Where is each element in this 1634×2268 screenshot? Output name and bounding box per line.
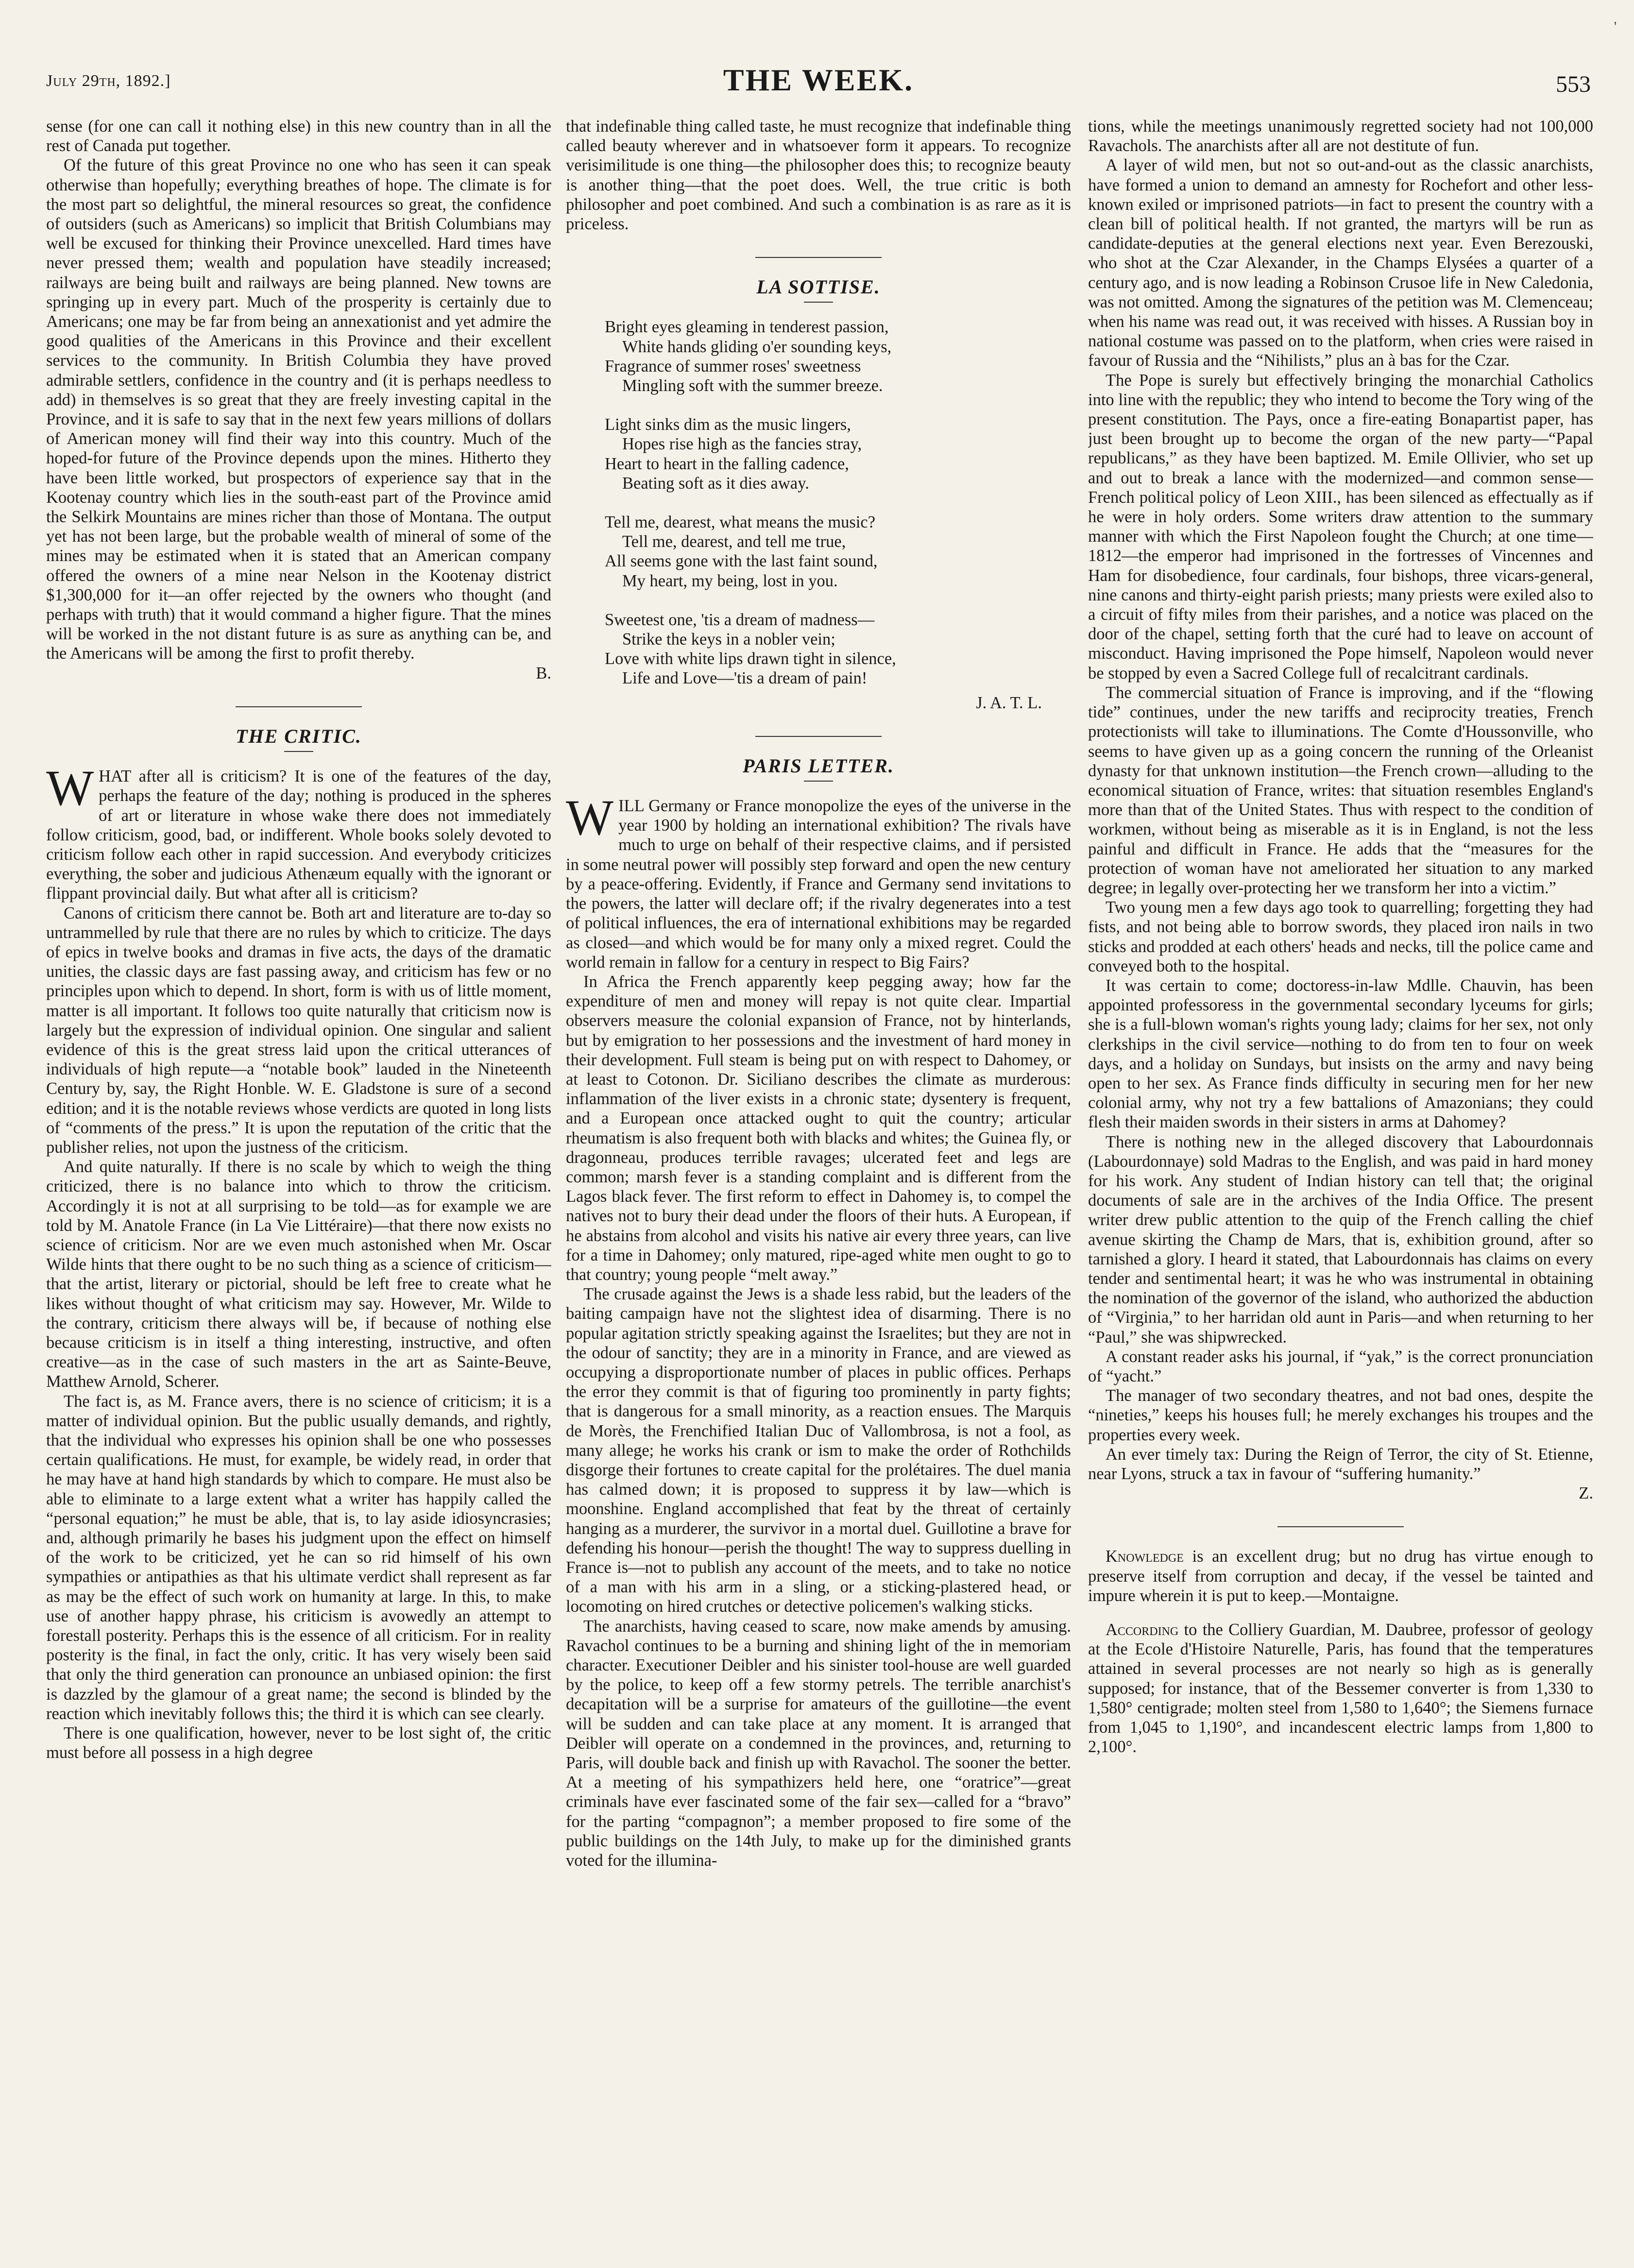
page-header [46,62,1591,106]
section-title-paris-letter: PARIS LETTER. [743,754,894,777]
drop-cap: W [46,760,94,817]
article-signature: Z. [1579,1484,1593,1503]
article-paragraph: There is nothing new in the alleged discovery that Labourdonnais (Labourdonnaye) sold Madras to the English, and was paid in hard money for his work. Any student of Indian history can tell that; the original documents of sale are in the archives of the India Office. The present writer drew public attention to the quip of the French calling the chief avenue skirting the Champ de Mars, that is, exhibition ground, after so tarnished a glory. I heard it stated, that Labourdonnais has claims on every tender and sentimental heart; it was he who was instrumental in obtaining the nomination of the governor of the island, who authorized the abduction of “Virginia,” to her harridan old aunt in Paris—and when returning to her “Paul,” she was shipwrecked. [1088,1132,1593,1347]
article-paragraph: The fact is, as M. France avers, there is no science of criticism; it is a matter of individual opinion. But the public usually demands, and rightly, that the individual who expresses his opinion shall be one who possesses certain qualifications. He must, for example, be widely read, in order that he may have at hand high standards by which to compare. He must also be able to eliminate to a large extent what a writer has happily called the “personal equation;” he must be able, that is, to lay aside idiosyncrasies; and, although primarily he bases his judgment upon the effect on himself of the work to be criticized, yet he can so rid himself of his own sympathies or antipathies as that his ultimate verdict shall represent as far as may be the effect of such work on humanity at large. In this, to make use of another happy phrase, his criticism is avowedly an attempt to forestall posterity. Perhaps this is the essence of all criticism. For in reality posterity is the final, in fact the only, critic. It has very wisely been said that only the third generation can pronounce an unbiased opinion: the first is dazzled by the glamour of a great name; the second is blinded by the reaction which inevitably follows this; the third it is which can see clearly. [46,1392,551,1723]
article-paragraph: And quite naturally. If there is no scale by which to weigh the thing criticized, there is no balance into which to throw the criticism. Accordingly it is not at all surprising to be told—as for example we are told by M. Anatole France (in La Vie Littéraire)—that there now exists no science of criticism. Nor are we even much astonished when Mr. Oscar Wilde hints that there ought to be no such thing as a science of criticism—that the artist, literary or pictorial, should be left free to create what he likes without thought of what criticism may say. However, Mr. Wilde to the contrary, criticism there always will be, if because of nothing else because criticism is in itself a thing interesting, instructive, and often creative—as in the case of such masters in the art as Sainte-Beuve, Matthew Arnold, Scherer. [46,1158,551,1391]
article-paragraph: Of the future of this great Province no one who has seen it can speak otherwise than hopefully; everything breathes of hope. The climate is for the most part so delightful, the mineral resources so great, the confidence of outsiders (such as Americans) so implicit that British Columbians may well be excused for thinking their Province unexcelled. Hard times have never pressed them; wealth and population have steadily increased; railways are being built and railways are being planned. New towns are springing up in every part. Much of the prosperity is certainly due to Americans; one may be far from being an annexationist and yet admire the good qualities of the Americans in this Province and their excellent services to the community. In British Columbia they have proved admirable settlers, confidence in the country and (it is perhaps needless to add) in themselves is so great that they are freely investing capital in the Province, and it is safe to say that in the next few years millions of dollars of American money will find their way into this country. Much of the hoped-for future of the Province depends upon the mines. Hitherto they have been little worked, but prospectors of experience say that in the Kootenay country which lies in the south-east part of the Province amid the Selkirk Mountains are mines richer than those of Montana. The output yet has not been large, but the probable wealth of mineral of some of the mines may be estimated when it is stated that an American company offered the owners of a mine near Nelson in the Kootenay district $1,300,000 for it—an offer rejected by the owners who thought (and perhaps with truth) that it would command a higher figure. That the mines will be worked in the not distant future is as sure as anything can be, and the Americans will be among the first to profit thereby. [46,156,551,663]
quotation-lead: Knowledge [1106,1547,1184,1566]
article-paragraph: The manager of two secondary theatres, and not bad ones, despite the “nineties,” keeps his houses full; he merely exchanges his troupes and the properties every week. [1088,1386,1593,1444]
poem-line: Sweetest one, 'tis a dream of madness— [605,610,875,629]
poem-signature: J. A. T. L. [976,693,1042,712]
drop-cap: W [566,790,614,846]
column-1 [46,117,551,2244]
poem-line: Tell me, dearest, and tell me true, [622,532,846,551]
poem-stanza [605,512,1071,591]
column-2 [566,117,1071,2244]
column-3 [1088,117,1593,2244]
poem-stanza [605,317,1071,395]
article-paragraph: A layer of wild men, but not so out-and-out as the classic anarchists, have formed a union to demand an amnesty for Rochefort and other less-known exiled or imprisoned patriots—in fact to present the country with a clean bill of political health. If not granted, the martyrs will be run as candidate-deputies at the general elections next year. Even Berezouski, who shot at the Czar Alexander, in the Champs Elysées a quarter of a century ago, and is now leading a Robinson Crusoe life in New Caledonia, was not omitted. Among the signatures of the petition was M. Clemenceau; when his name was read out, it was received with hisses. A Russian boy in national costume was passed on to the platform, when cries were raised in favour of Russia and the “Nihilists,” plus an à bas for the Czar. [1088,156,1593,370]
poem-title: LA SOTTISE. [756,276,881,298]
article-signature: B. [536,664,551,682]
article-paragraph: An ever timely tax: During the Reign of Terror, the city of St. Etienne, near Lyons, struck a tax in favour of “suffering humanity.” [1088,1445,1593,1484]
article-lead-paragraph [566,790,1071,972]
poem-stanza [605,415,1071,493]
article-paragraph: The commercial situation of France is improving, and if the “flowing tide” continues, under the new tariffs and reciprocity treaties, French protectionists will take to illuminations. The Comte d'Houssonville, who seems to have given up as a going concern the running of the Orleanist dynasty for that unknown institution—the French crown—alluding to the economical situation of France, writes: that situation resembles England's more than that of the United States. Thus with respect to the condition of workmen, without being as miserable as it is in England, is not the less painful and difficult in France. He adds that the “measures for the protection of woman have not ameliorated her situation to any marked degree; in legally over-protecting her we transform her into a victim.” [1088,683,1593,897]
title-rule [804,781,833,782]
article-paragraph: A constant reader asks his journal, if “yak,” is the correct pronunciation of “yacht.” [1088,1347,1593,1385]
poem-line: Mingling soft with the summer breeze. [622,376,883,395]
section-title-critic: THE CRITIC. [236,725,362,747]
article-paragraph: that indefinable thing called taste, he must recognize that indefinable thing called beauty wherever and in whatsoever form it appears. To recognize verisimilitude is one thing—the philosopher does this; to recognize beauty is another thing—that the poet does. Well, the true critic is both philosopher and poet combined. And such a combination is as rare as it is priceless. [566,117,1071,234]
issue-date: July 29th, 1892.] [46,72,171,90]
article-paragraph: sense (for one can call it nothing else) in this new country than in all the rest of Canada put together. [46,117,551,155]
poem-line: My heart, my being, lost in you. [622,571,838,590]
section-divider [236,706,362,707]
note-lead: According [1106,1620,1179,1639]
article-paragraph: tions, while the meetings unanimously regretted society had not 100,000 Ravachols. The anarchists after all are not destitute of fun. [1088,117,1593,155]
poem-line: Bright eyes gleaming in tenderest passion, [605,318,889,337]
spacer [1088,1605,1593,1620]
quotation-text: is an excellent drug; but no drug has virtue enough to preserve itself from corruption and decay, if the vessel be tainted and impure wherein it is put to keep.—Montaigne. [1088,1547,1593,1605]
section-divider [755,257,882,258]
poem-line: Life and Love—'tis a dream of pain! [622,669,868,688]
section-divider [755,736,882,737]
article-paragraph: In Africa the French apparently keep pegging away; how far the expenditure of men and money will repay is not quite clear. Impartial observers measure the colonial expansion of France, not by hinterlands, but by emigration to her possessions and the investment of hard money in their development. Full steam is being put on with respect to Dahomey, or at least to Cotonon. Dr. Siciliano describes the climate as murderous: inflammation of the liver exists in a chronic state; dysentery is frequent, and a European once attacked ought to quit the country; articular rheumatism is also frequent both with blacks and whites; the Guinea fly, or dragonneau, produces terrible ravages; ulcerated feet and legs are common; marsh fever is a standing complaint and is different from the Lagos black fever. The first reform to effect in Dahomey is, to compel the natives not to bury their dead under the floors of their huts. A European, if he abstains from alcohol and visits his native air every three years, can live for a time in Dahomey; only matured, ripe-aged white men ought to go to that country; young people “melt away.” [566,972,1071,1284]
corner-mark: ' [1614,19,1617,34]
lead-text: ILL Germany or France monopolize the eyes of the universe in the year 1900 by holding an international exhibition? The rivals have much to urge on behalf of their respective claims, and if persisted in some neutral power will possibly step forward and open the new century by a peace-offering. Evidently, if France and Germany send invitations to the powers, the latter will declare off; if the rivalry degenerates into a test of political influences, the era of international exhibitions may be regarded as closed—and which would be for many only a mixed regret. Could the world remain in fallow for a century in respect to Big Fairs? [566,797,1071,972]
note-paragraph [1088,1620,1593,1756]
article-paragraph: There is one qualification, however, never to be lost sight of, the critic must before all possess in a high degree [46,1724,551,1762]
title-rule [284,751,313,752]
article-paragraph: The Pope is surely but effectively bringing the monarchial Catholics into line with the republic; they who intend to become the Tory wing of the present constitution. The Pays, once a fire-eating Bonapartist paper, has just been brought up to become the organ of the new party—“Papal republicans,” as they have been baptized. M. Emile Ollivier, who set up and out to break a lance with the modernized—and common sense—French political policy of Leon XIII., has been silenced as effectually as if he were in holy orders. Some writers draw attention to the summary manner with which the First Napoleon fought the Church; at one time—1812—the emperor had imprisoned in the fortresses of Vincennes and Ham for disobedience, four cardinals, four bishops, three vicars-general, nine canons and thirty-eight parish priests; many priests were exiled also to a circuit of fifty miles from their parishes, and a notice was placed on the door of the chapel, setting forth that the curé had to leave on account of misconduct. Having imprisoned the Pope himself, Napoleon would never be stopped by even a Sacred College full of recalcitrant cardinals. [1088,371,1593,682]
quotation-paragraph [1088,1547,1593,1605]
poem-line: Fragrance of summer roses' sweetness [605,357,861,375]
note-text: to the Colliery Guardian, M. Daubree, professor of geology at the Ecole d'Histoire Naturelle, Paris, has found that the temperatures attained in several processes are not nearly so high as is generally supposed; for instance, that of the Bessemer converter is from 1,330 to 1,580° centigrade; molten steel from 1,580 to 1,640°; the Siemens furnace from 1,045 to 1,190°, and incandescent electric lamps from 1,800 to 2,100°. [1088,1620,1593,1756]
article-lead-paragraph [46,760,551,903]
lead-text: HAT after all is criticism? It is one of the features of the day, perhaps the feature of the day; nothing is produced in the spheres of art or literature in whose wake there does not immediately follow criticism, good, bad, or indifferent. Whole books solely devoted to criticism follow each other in rapid succession. And everybody criticizes everything, the sober and judicious Athenæum equally with the ignorant or flippant provincial daily. But what after all is criticism? [46,767,551,903]
poem-line: Hopes rise high as the fancies stray, [622,435,862,454]
poem-line: Beating soft as it dies away. [622,474,809,493]
title-rule [804,302,833,303]
poem-line: Heart to heart in the falling cadence, [605,454,849,473]
section-divider [1277,1526,1404,1527]
poem-line: Love with white lips drawn tight in silence, [605,649,896,668]
poem [605,317,1071,688]
poem-line: Light sinks dim as the music lingers, [605,415,851,434]
poem-line: White hands gliding o'er sounding keys, [622,337,892,356]
page-number: 553 [1556,71,1591,97]
article-paragraph: It was certain to come; doctoress-in-law Mdlle. Chauvin, has been appointed professoress in the governmental secondary lyceums for girls; she is a full-blown woman's rights young lady; claims for her sex, not only clerkships in the civil service—nothing to do from ten to four on week days, and a holiday on Sundays, but insists on the army and navy being open to her sex. As France finds difficulty in securing men for her new colonial army, why not try a few battalions of Amazonians; they could flesh their maiden swords in their sisters in arms at Dahomey? [1088,976,1593,1132]
article-paragraph: Two young men a few days ago took to quarrelling; forgetting they had fists, and not being able to borrow swords, they placed iron nails in two sticks and prodded at each others' heads and necks, till the police came and conveyed both to the hospital. [1088,898,1593,975]
article-paragraph: The crusade against the Jews is a shade less rabid, but the leaders of the baiting campaign have not the slightest idea of disarming. There is no popular agitation strictly speaking against the Israelites; but they are not in the odour of sanctity; they are in a minority in France, and are viewed as occupying a disproportionate number of places in public offices. Perhaps the error they commit is that of figuring too prominently in party fights; that is dangerous for a small minority, as a reaction ensues. The Marquis de Morès, the Frenchified Italian Duc of Vallombrosa, is not a fool, as many allege; he works his crank or ism to make the order of Rothchilds disgorge their fortunes to create capital for the prolétaires. The duel mania has calmed down; it is proposed to suppress it by law—which is moonshine. England accomplished that feat by the threat of certainly hanging as a murderer, the survivor in a mortal duel. Guillotine a brave for defending his honour—perish the thought! The way to suppress duelling in France is—not to publish any account of the meets, and to take no notice of a man with his arm in a sling, or a sticking-plastered head, or locomoting on hired crutches or detective policemen's walking sticks. [566,1285,1071,1616]
poem-line: Strike the keys in a nobler vein; [622,630,835,649]
poem-line: All seems gone with the last faint sound, [605,552,878,571]
article-paragraph: Canons of criticism there cannot be. Both art and literature are to-day so untrammelled by rule that there are no rules by which to criticize. The days of epics in twelve books and dramas in five acts, the days of the dramatic unities, the classic days are fast passing away, and criticism has few or no principles upon which to depend. In short, form is with us of little moment, matter is all important. It follows too quite naturally that criticism now is largely but the expression of individual opinion. One singular and salient evidence of this is the great stress laid upon the critical utterances of individuals of high repute—a “notable book” lauded in the Nineteenth Century by, say, the Right Honble. W. E. Gladstone is sure of a second edition; and it is the notable reviews whose verdicts are quoted in long lists of “comments of the press.” It is upon the reputation of the critic that the publisher relies, not upon the justness of the criticism. [46,904,551,1157]
poem-stanza [605,610,1071,688]
masthead-title: THE WEEK. [723,63,914,97]
article-paragraph: The anarchists, having ceased to scare, now make amends by amusing. Ravachol continues to be a burning and shining light of the in memoriam character. Executioner Deibler and his sinister tool-house are well guarded by the police, to keep off a few stormy petrels. The terrible anarchist's decapitation will be a surprise for amateurs of the guillotine—the event will be sudden and can take place at any moment. It is arranged that Deibler will operate on a condemned in the provinces, and, returning to Paris, will double back and finish up with Ravachol. The sooner the better. At a meeting of his sympathizers held here, one “oratrice”—great criminals have ever fascinated some of the fair sex—called for a “bravo” for the parting “compagnon”; a member proposed to fire some of the public buildings on the 14th July, to make up for the diminished grants voted for the illumina- [566,1617,1071,1870]
poem-line: Tell me, dearest, what means the music? [605,513,876,532]
